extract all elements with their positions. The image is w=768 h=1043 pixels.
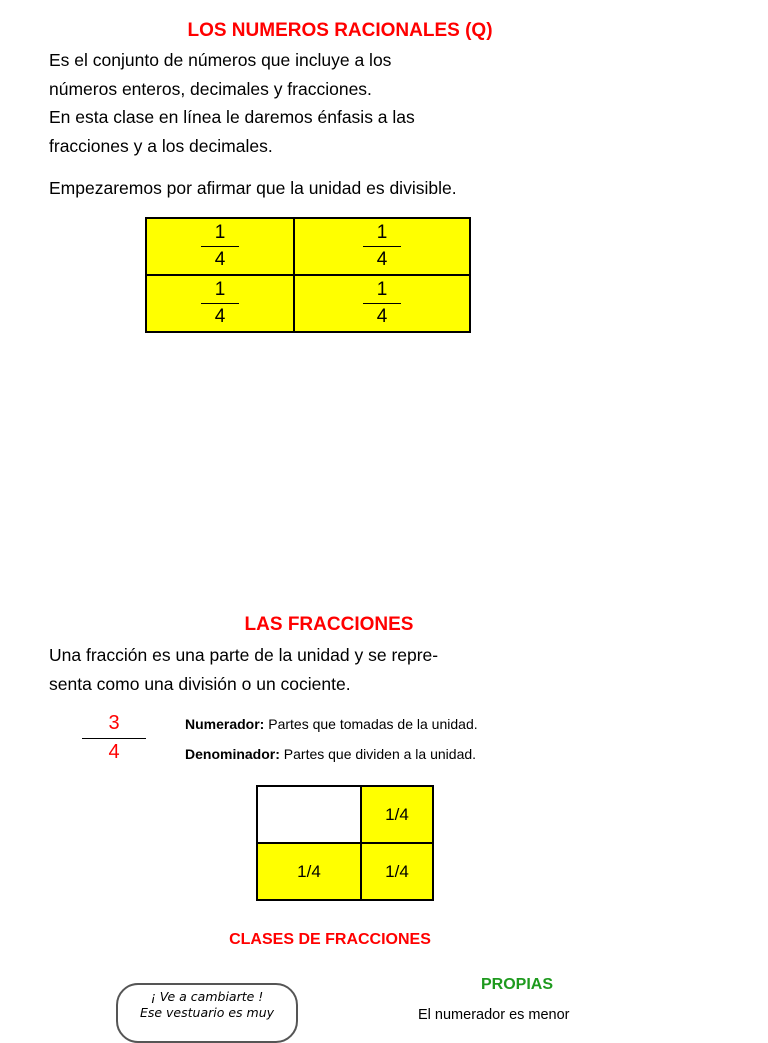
quarter-cell: 1/4 (361, 843, 433, 900)
quarter-cell: 1/4 (257, 843, 361, 900)
numerator-definition (185, 716, 478, 732)
fractions-title: LAS FRACCIONES (244, 614, 414, 635)
quarter-cell (294, 275, 470, 332)
intro-line: fracciones y a los decimales. (49, 135, 273, 156)
unit-quarters-grid (145, 217, 471, 333)
quarter-cell (146, 218, 294, 275)
example-fraction (82, 712, 146, 764)
intro-line: En esta clase en línea le daremos énfasis a las (49, 107, 415, 127)
intro-paragraph (49, 46, 415, 160)
quarter-cell (294, 218, 470, 275)
three-quarters-grid (256, 785, 434, 901)
fraction-one-quarter: $\frac{1}{4}$ (201, 278, 239, 329)
speech-bubble (116, 983, 298, 1043)
numerator-label: Numerador: (185, 716, 265, 732)
fraction-one-quarter: $\frac{1}{4}$ (201, 221, 239, 272)
intro-line: números enteros, decimales y fracciones. (49, 78, 372, 99)
example-denominator: 4 (108, 741, 120, 763)
propias-description: El numerador es menor (418, 1007, 570, 1023)
fractions-line: Una fracción es una parte de la unidad y se repre- (49, 645, 439, 665)
fraction-types-title: CLASES DE FRACCIONES (229, 931, 431, 948)
propias-title: PROPIAS (480, 976, 553, 993)
speech-bubble-line: ¡ Ve a cambiarte ! (150, 989, 264, 1004)
fraction-one-quarter: $\frac{1}{4}$ (363, 221, 401, 272)
fractions-paragraph (49, 641, 438, 698)
fraction-one-quarter: $\frac{1}{4}$ (363, 278, 401, 329)
numerator-text: Partes que tomadas de la unidad. (264, 716, 478, 732)
divisible-statement: Empezaremos por afirmar que la unidad es divisible. (49, 178, 457, 198)
quarter-cell (146, 275, 294, 332)
denominator-definition (185, 746, 476, 762)
quarter-cell: 1/4 (361, 786, 433, 843)
example-numerator: 3 (108, 712, 120, 734)
empty-quarter-cell (257, 786, 361, 843)
intro-line: Es el conjunto de números que incluye a los (49, 50, 392, 70)
speech-bubble-line: Ese vestuario es muy (139, 1005, 275, 1020)
fractions-line: senta como una división o un cociente. (49, 673, 351, 694)
page-title: LOS NUMEROS RACIONALES (Q) (187, 20, 493, 41)
denominator-text: Partes que dividen a la unidad. (279, 746, 477, 762)
denominator-label: Denominador: (185, 746, 280, 762)
